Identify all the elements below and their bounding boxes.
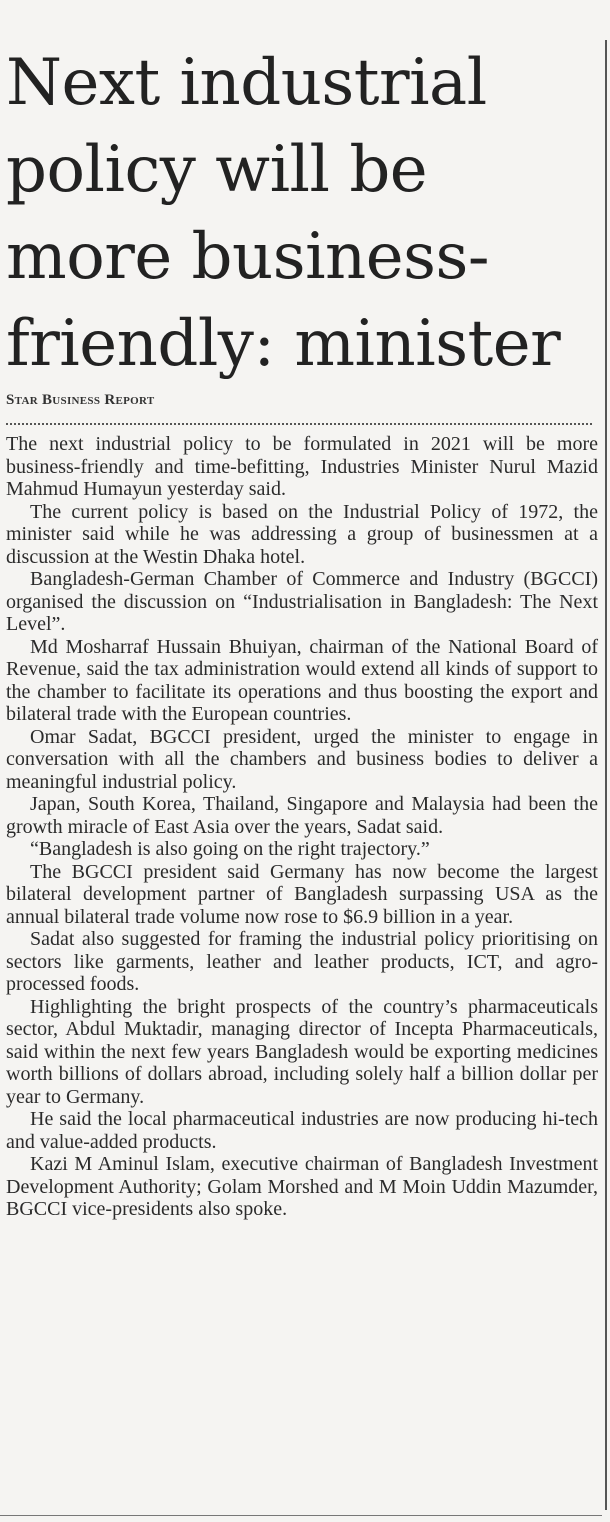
paragraph: Sadat also suggested for framing the industrial policy prioritising on sectors like garments, leather and leather products, ICT, and agro- processed foods. — [6, 928, 598, 995]
paragraph: Highlighting the bright prospects of the country’s pharmaceuticals sector, Abdul Muktadir, managing director of Incepta Pharmaceuticals, said within the next few years Bangladesh would be exporting medicines worth billions of dollars abroad, including solely half a billion dollar per year to Germany. — [6, 995, 598, 1108]
headline: Next industrial policy will be more business-friendly: minister — [6, 46, 561, 381]
byline: Star Business Report — [6, 392, 155, 408]
paragraph: Md Mosharraf Hussain Bhuiyan, chairman of the National Board of Revenue, said the tax administration would extend all kinds of support to the chamber to facilitate its operations and thus boosting the export and bilateral trade with the European countries. — [6, 635, 598, 725]
news-article — [6, 40, 598, 1221]
byline-divider — [6, 423, 592, 425]
paragraph: He said the local pharmaceutical industries are now producing hi-tech and value-added products. — [6, 1108, 598, 1153]
article-body — [6, 433, 598, 1221]
paragraph: The next industrial policy to be formulated in 2021 will be more business-friendly and time-befitting, Industries Minister Nurul Mazid Mahmud Humayun yesterday said. — [6, 433, 598, 500]
paragraph: The BGCCI president said Germany has now become the largest bilateral development partner of Bangladesh surpassing USA as the annual bilateral trade volume now rose to $6.9 billion in a year. — [6, 860, 598, 928]
paragraph: The current policy is based on the Industrial Policy of 1972, the minister said while he was addressing a group of businessmen at a discussion at the Westin Dhaka hotel. — [6, 500, 598, 568]
paragraph: Omar Sadat, BGCCI president, urged the minister to engage in conversation with all the chambers and business bodies to deliver a meaningful industrial policy. — [6, 725, 598, 793]
paragraph: Japan, South Korea, Thailand, Singapore and Malaysia had been the growth miracle of East Asia over the years, Sadat said. — [6, 793, 598, 838]
paragraph: Bangladesh-German Chamber of Commerce and Industry (BGCCI) organised the discussion on “Industrialisation in Bangladesh: The Next Level”. — [6, 568, 598, 635]
bottom-rule — [0, 1515, 602, 1516]
paragraph: “Bangladesh is also going on the right trajectory.” — [30, 838, 430, 860]
column-rule — [605, 40, 607, 1510]
paragraph: Kazi M Aminul Islam, executive chairman of Bangladesh Investment Development Authority; Golam Morshed and M Moin Uddin Mazumder, BGCCI vice-presidents also spoke. — [6, 1153, 598, 1220]
